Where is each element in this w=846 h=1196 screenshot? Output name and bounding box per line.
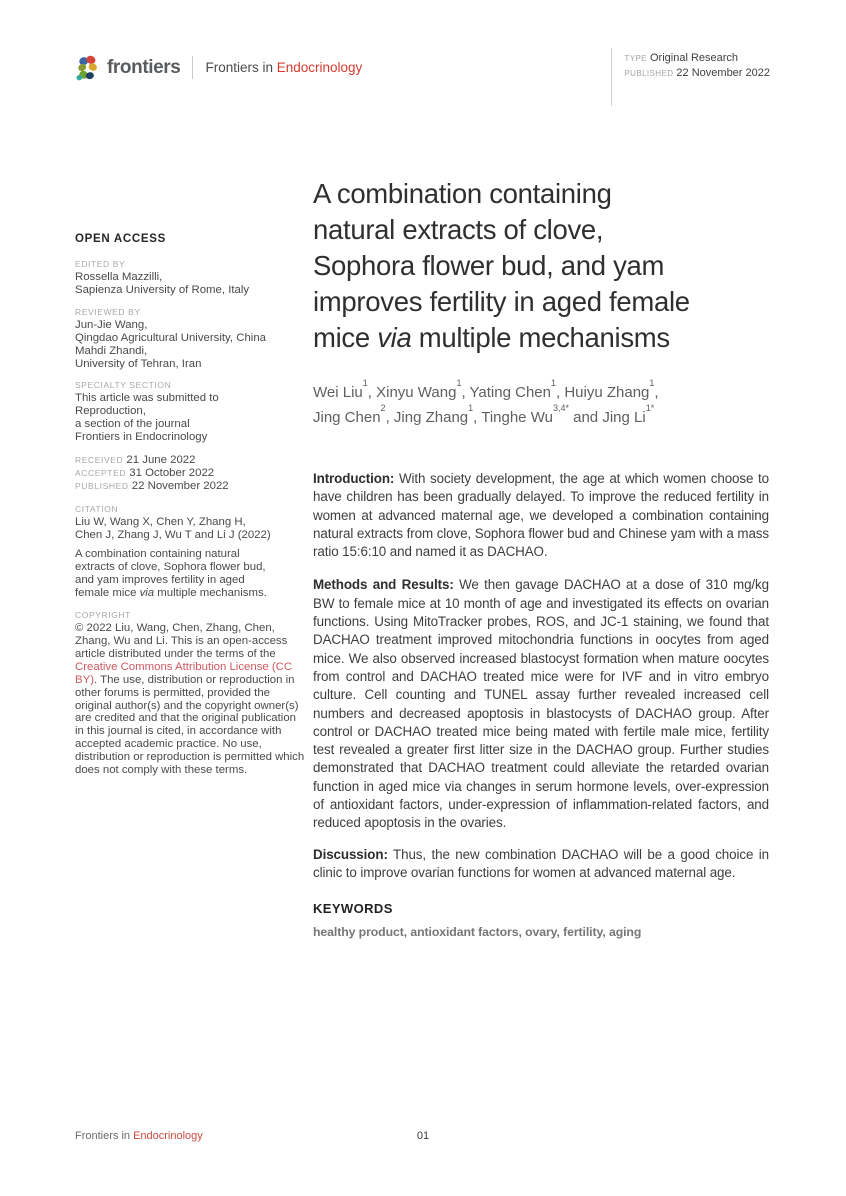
article-title — [313, 176, 769, 356]
published-value-side: 22 November 2022 — [128, 480, 229, 493]
header-divider — [192, 56, 193, 79]
abstract-methods-results — [313, 576, 769, 832]
accepted-value: 31 October 2022 — [126, 467, 215, 480]
article-type — [624, 51, 770, 66]
received-date — [75, 454, 305, 467]
type-label: TYPE — [624, 54, 647, 63]
author: Jing Chen$^2$, — [313, 403, 394, 426]
keywords-list: healthy product, antioxidant factors, ovary, fertility, aging — [313, 925, 642, 940]
article-info-sidebar — [75, 233, 305, 787]
received-value: 21 June 2022 — [123, 454, 196, 467]
citation-title-line: and yam improves fertility in aged — [75, 574, 245, 587]
open-access-label: OPEN ACCESS — [75, 233, 166, 245]
published-label: PUBLISHED — [624, 69, 674, 78]
editor-affiliation: Sapienza University of Rome, Italy — [75, 283, 250, 296]
type-value: Original Research — [646, 52, 739, 64]
journal-title — [205, 60, 362, 75]
specialty-line: a section of the journal — [75, 418, 190, 431]
author: Yating Chen$^1$, — [469, 378, 565, 401]
citation-title-post: multiple mechanisms. — [154, 587, 267, 600]
article-meta — [611, 48, 770, 106]
dates-block — [75, 454, 305, 494]
journal-prefix: Frontiers in — [205, 60, 277, 75]
edited-by-label: EDITED BY — [75, 259, 126, 269]
reviewer-affiliation: Qingdao Agricultural University, China — [75, 331, 266, 344]
published-date-side — [75, 480, 305, 493]
specialty-label: SPECIALTY SECTION — [75, 380, 172, 391]
methods-label: Methods and Results: — [313, 577, 454, 593]
methods-text: We then gavage DACHAO at a dose of 310 mg/kg BW to female mice at 10 month of age and investigated its effects on ovarian functions. Using MitoTracker probes, ROS, and JC-1 staining, we found that DACHAO treatment improved mitochondria functions in oocytes from aged mice. We also observed increased blastocyst formation when mature oocytes from control and DACHAO treated mice were for IVF and in vitro embryo culture. Cell counting and TUNEL assay further revealed increased cell numbers and decreased apoptosis in blastocysts of DACHAO group. After control or DACHAO treated mice being mated with fertile male mice, fertility test revealed a greater first litter size in the DACHAO group. Further studies demonstrated that DACHAO treatment could alleviate the retarded ovarian function in aged mice via changes in serum hormone levels, over-expression of antioxidant factors, under-expression of inflammation-related factors, and reduced apoptosis in the ovaries. — [313, 577, 769, 831]
citation-block — [75, 504, 305, 600]
copyright-block — [75, 610, 305, 777]
page-header — [75, 48, 770, 106]
journal-branding — [75, 54, 362, 81]
title-pre: mice — [313, 322, 378, 353]
abstract-discussion — [313, 846, 769, 883]
title-italic: via — [377, 322, 412, 353]
title-line — [313, 320, 769, 356]
introduction-label: Introduction: — [313, 471, 395, 486]
author: Wei Liu$^1$, — [313, 378, 377, 401]
author: Huiyu Zhang$^1$, — [564, 378, 659, 401]
editor-name: Rossella Mazzilli, — [75, 271, 163, 283]
frontiers-wordmark: frontiers — [107, 56, 181, 78]
title-post: multiple mechanisms — [411, 322, 670, 353]
reviewer-affiliation: University of Tehran, Iran — [75, 357, 202, 370]
footer-journal-prefix: Frontiers in — [75, 1130, 134, 1142]
footer-journal-name: Endocrinology — [133, 1130, 203, 1142]
citation-label: CITATION — [75, 503, 119, 514]
citation-authors-line: Liu W, Wang X, Chen Y, Zhang H, — [75, 515, 246, 528]
citation-title-italic: via — [139, 587, 155, 600]
author-list — [313, 378, 769, 428]
citation-title-line: A combination containing natural — [75, 548, 240, 561]
keywords-heading: KEYWORDS — [313, 901, 393, 917]
title-line: improves fertility in aged female — [313, 286, 690, 317]
accepted-date — [75, 467, 305, 480]
citation-title — [75, 548, 305, 600]
published-label-side: PUBLISHED — [75, 481, 129, 492]
introduction-text: With society development, the age at which women choose to have children has been gradually delayed. To improve the reduced fertility in women at advanced maternal age, we developed a combination containing natural extracts from clove, Sophora flower bud and Chinese yam with a mass ratio 15:6:10 and named it as DACHAO. — [313, 471, 769, 560]
reviewed-by-label: REVIEWED BY — [75, 306, 141, 317]
citation-title-line: extracts of clove, Sophora flower bud, — [75, 561, 266, 574]
published-value: 22 November 2022 — [673, 67, 770, 79]
title-line: Sophora flower bud, and yam — [313, 250, 665, 281]
author: Tinghe $Wu^{3,4*}$ and — [481, 403, 603, 426]
copyright-pre: © 2022 Liu, Wang, Chen, Zhang, Chen, Zhang, Wu and Li. This is an open-access article distributed under the terms of the — [75, 622, 288, 660]
copyright-label: COPYRIGHT — [75, 610, 131, 621]
title-line: A combination containing — [313, 178, 612, 209]
citation-authors-line: Chen J, Zhang J, Wu T and Li J (2022) — [75, 528, 271, 541]
received-label: RECEIVED — [75, 455, 124, 466]
citation-title-line — [75, 587, 305, 600]
cc-by-license-link[interactable]: Creative Commons Attribution License (CC BY) — [75, 660, 293, 686]
title-line: natural extracts of clove, — [313, 214, 604, 245]
reviewer-name: Mahdi Zhandi, — [75, 344, 148, 357]
specialty-line: Reproduction, — [75, 405, 146, 418]
accepted-label: ACCEPTED — [75, 468, 127, 479]
copyright-text — [75, 622, 305, 777]
published-date — [624, 66, 770, 81]
specialty-line: Frontiers in Endocrinology — [75, 431, 208, 444]
reviewed-by-block — [75, 307, 305, 371]
page-number: 01 — [416, 1130, 430, 1142]
journal-name: Endocrinology — [276, 60, 363, 75]
discussion-label: Discussion: — [313, 846, 388, 862]
abstract-introduction — [313, 470, 769, 561]
copyright-post: . The use, distribution or reproduction in other forums is permitted, provided the original author(s) and the copyright owner(s) are credited and that the original publication in this journal is cited, in accordance with accepted academic practice. No use, distribution or reproduction is permitted which does not comply with these terms. — [75, 673, 305, 777]
citation-title-pre: female mice — [75, 587, 140, 600]
discussion-text: Thus, the new combination DACHAO will be a good choice in clinic to improve ovarian functions for women at advanced maternal age. — [313, 846, 769, 880]
author: Xinyu Wang$^1$, — [376, 378, 470, 401]
frontiers-logo-icon — [75, 54, 100, 81]
author: Jing Zhang$^1$, — [393, 403, 482, 426]
reviewer-name: Jun-Jie Wang, — [75, 318, 148, 331]
author: Jing $Li^{1*}$ — [602, 403, 655, 426]
specialty-line: This article was submitted to — [75, 392, 219, 405]
specialty-section-block — [75, 380, 305, 444]
edited-by-block — [75, 259, 305, 297]
article-main — [313, 176, 769, 939]
